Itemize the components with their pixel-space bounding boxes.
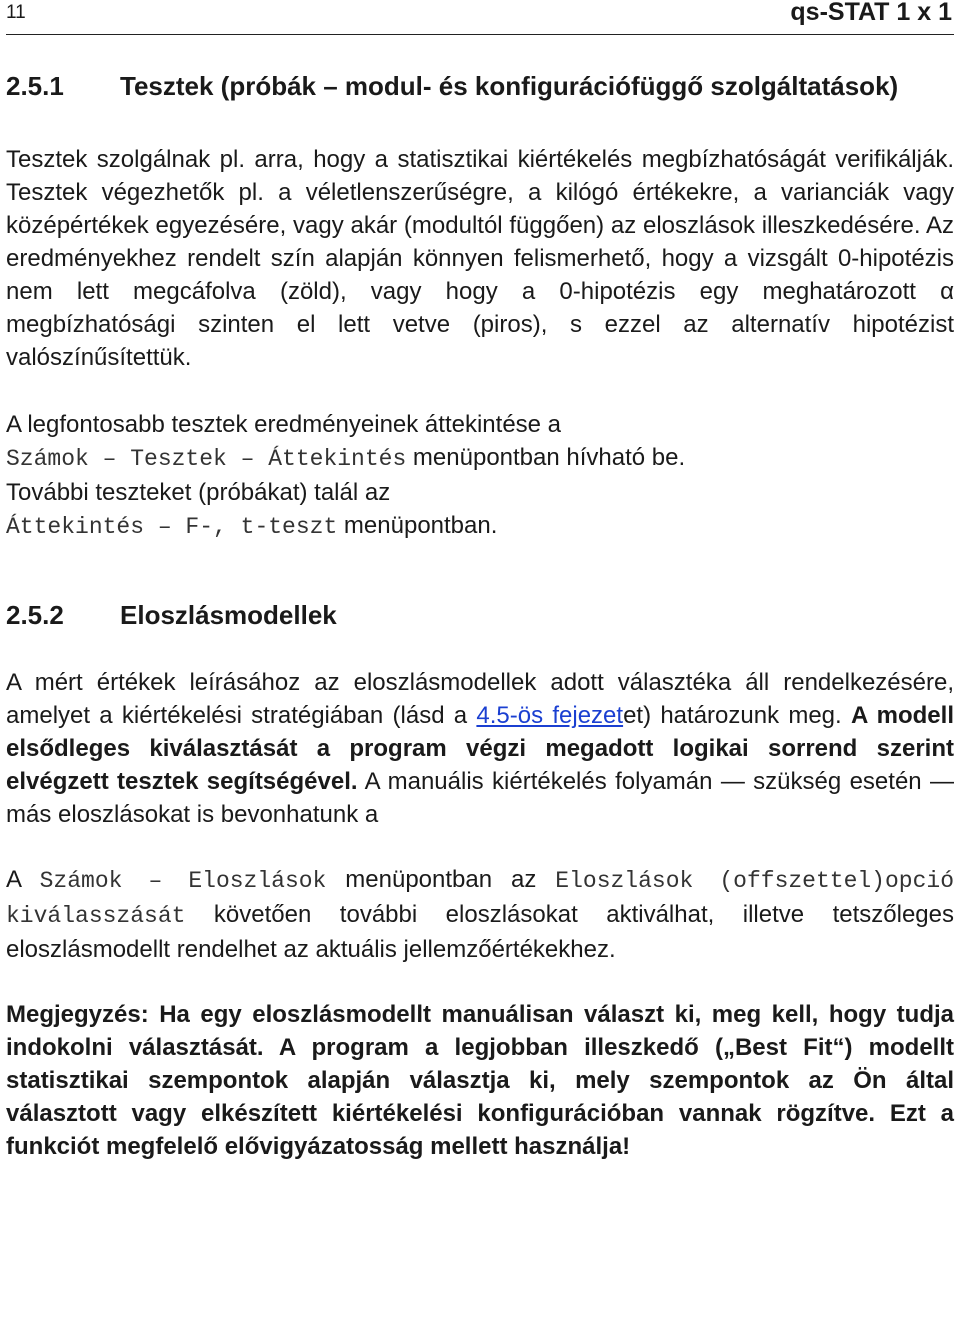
document-page [6,0,954,1163]
overview-tail-text: menüpontban hívható be. [406,444,686,471]
more-tests-tail-text: menüpontban. [337,512,498,539]
menu-option-offset: Eloszlások (offszettel)opció kiválasszását [6,868,954,929]
section-heading-2-5-1 [6,69,954,103]
menu-path-distributions: Számok – Eloszlások [39,868,327,894]
distribution-menu-paragraph [6,863,954,966]
section-heading-2-5-2 [6,598,954,632]
para-text: et) határozunk meg. [623,702,851,729]
para-text: menüpontban az [326,866,556,893]
model-selection-bold-text: A modell elsődleges kiválasztását a program végzi megadott logikai sorrend szerint elvégzett tesztek segítségével. [6,702,954,795]
more-tests-lead-text: További teszteket (próbákat) talál az [6,479,391,506]
para-text: követően további eloszlásokat aktiválhat, illetve tetszőleges eloszlásmodellt rendelhet az aktuális jellemzőértékekhez. [6,901,954,963]
overview-lead-text: A legfontosabb tesztek eredményeinek áttekintése a [6,411,562,438]
menu-path-tests-overview: Számok – Tesztek – Áttekintés [6,446,407,472]
distribution-models-paragraph [6,666,954,831]
page-number: 11 [6,2,26,23]
tests-overview-paragraph [6,408,954,544]
tests-paragraph: Tesztek szolgálnak pl. arra, hogy a statisztikai kiértékelés megbízhatóságát verifikálják. Tesztek végezhetők pl. a véletlenszerűségre, a kilógó értékekre, a varianciák vagy középértékek egyezésére, vagy akár (modultól függően) az eloszlások illeszkedésére. Az eredményekhez rendelt szín alapján könnyen felismerhető, hogy a vizsgált 0-hipotézis nem lett megcáfolva (zöld), vagy hogy a 0-hipotézis egy meghatározott α megbízhatósági szinten el lett vetve (piros), s ezzel az alternatív hipotézist valószínűsítettük. [6,146,954,371]
para-text: A manuális kiértékelés folyamán — szükség esetén — más eloszlásokat is bevonhatunk a [6,768,954,828]
section-title: Tesztek (próbák – modul- és konfigurációfüggő szolgáltatások) [120,71,899,101]
para-text: A [6,866,40,893]
note-paragraph: Megjegyzés: Ha egy eloszlásmodellt manuálisan választ ki, meg kell, hogy tudja indokolni választását. A program a legjobban illeszkedő („Best Fit“) modellt statisztikai szempontok alapján választja ki, mely szempontok az Ön által választott vagy elkészített kiértékelési konfigurációban vannak rögzítve. Ezt a funkciót megfelelő elővigyázatosság mellett használja! [6,1001,954,1160]
menu-path-f-t-test: Áttekintés – F-, t-teszt [6,514,338,540]
section-title: Eloszlásmodellek [120,600,337,630]
section-number: 2.5.2 [6,600,64,630]
section-number: 2.5.1 [6,71,64,101]
chapter-4-5-link[interactable]: 4.5-ös fejezet [476,702,624,729]
page-header [6,0,954,35]
document-title: qs-STAT 1 x 1 [790,0,952,26]
para-text: A mért értékek leírásához az eloszlásmodellek adott választéka áll rendelkezésére, amelyet a kiértékelési stratégiában (lásd a [6,669,954,729]
